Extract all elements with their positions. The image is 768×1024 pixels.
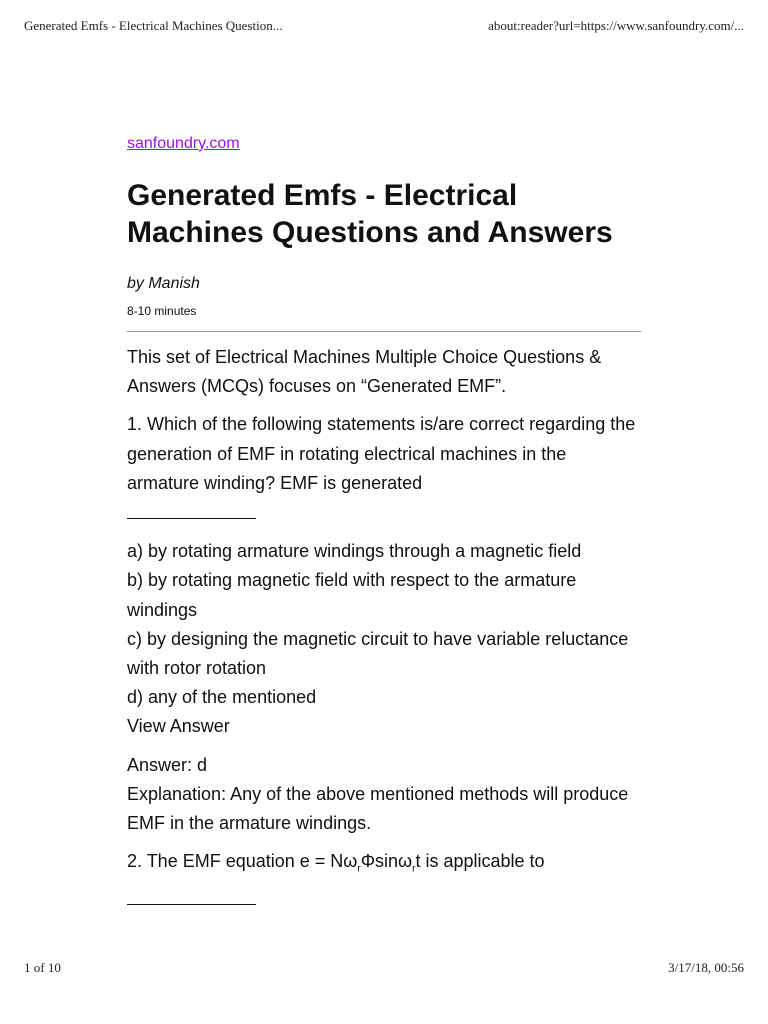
question-1-text: 1. Which of the following statements is/are correct regarding the generation of EMF in rotating electrical machines in the armature winding? EMF is generated	[127, 414, 636, 493]
option-a: a) by rotating armature windings through a magnetic field	[127, 541, 582, 562]
question-1-blank	[127, 498, 256, 519]
article-title: Generated Emfs - Electrical Machines Questions and Answers	[127, 179, 613, 249]
print-header	[24, 18, 744, 36]
question-2-prefix: 2. The EMF equation e = Nω	[127, 851, 358, 872]
header-page-title: Generated Emfs - Electrical Machines Question...	[24, 18, 283, 33]
explanation-text: Explanation: Any of the above mentioned methods will produce EMF in the armature windings.	[127, 783, 629, 834]
option-d: d) any of the mentioned	[127, 687, 317, 708]
question-2-blank	[127, 884, 256, 905]
question-2-sub-1: r	[357, 863, 361, 875]
intro-paragraph: This set of Electrical Machines Multiple Choice Questions & Answers (MCQs) focuses on “Generated EMF”.	[127, 347, 602, 397]
question-2-suffix: t is applicable to	[415, 851, 545, 872]
article	[127, 133, 641, 923]
question-2-mid: Φsinω	[360, 851, 413, 872]
option-c: c) by designing the magnetic circuit to have variable reluctance with rotor rotation	[127, 628, 629, 679]
answer-block	[127, 751, 641, 839]
read-time: 8-10 minutes	[127, 304, 197, 318]
header-divider	[127, 331, 641, 332]
question-1	[127, 410, 641, 528]
header-url: about:reader?url=https://www.sanfoundry.com/...	[488, 18, 744, 33]
question-2-sub-2: r	[412, 863, 416, 875]
option-b: b) by rotating magnetic field with respect to the armature windings	[127, 570, 577, 620]
view-answer-button[interactable]: View Answer	[127, 716, 230, 737]
source-domain-link[interactable]: sanfoundry.com	[127, 135, 240, 152]
print-footer	[24, 960, 744, 978]
question-1-options	[127, 537, 641, 741]
article-byline: by Manish	[127, 275, 200, 292]
print-timestamp: 3/17/18, 00:56	[668, 960, 744, 975]
answer-text: Answer: d	[127, 754, 208, 775]
question-2	[127, 847, 641, 914]
article-content	[127, 343, 641, 914]
page-count: 1 of 10	[24, 960, 61, 975]
